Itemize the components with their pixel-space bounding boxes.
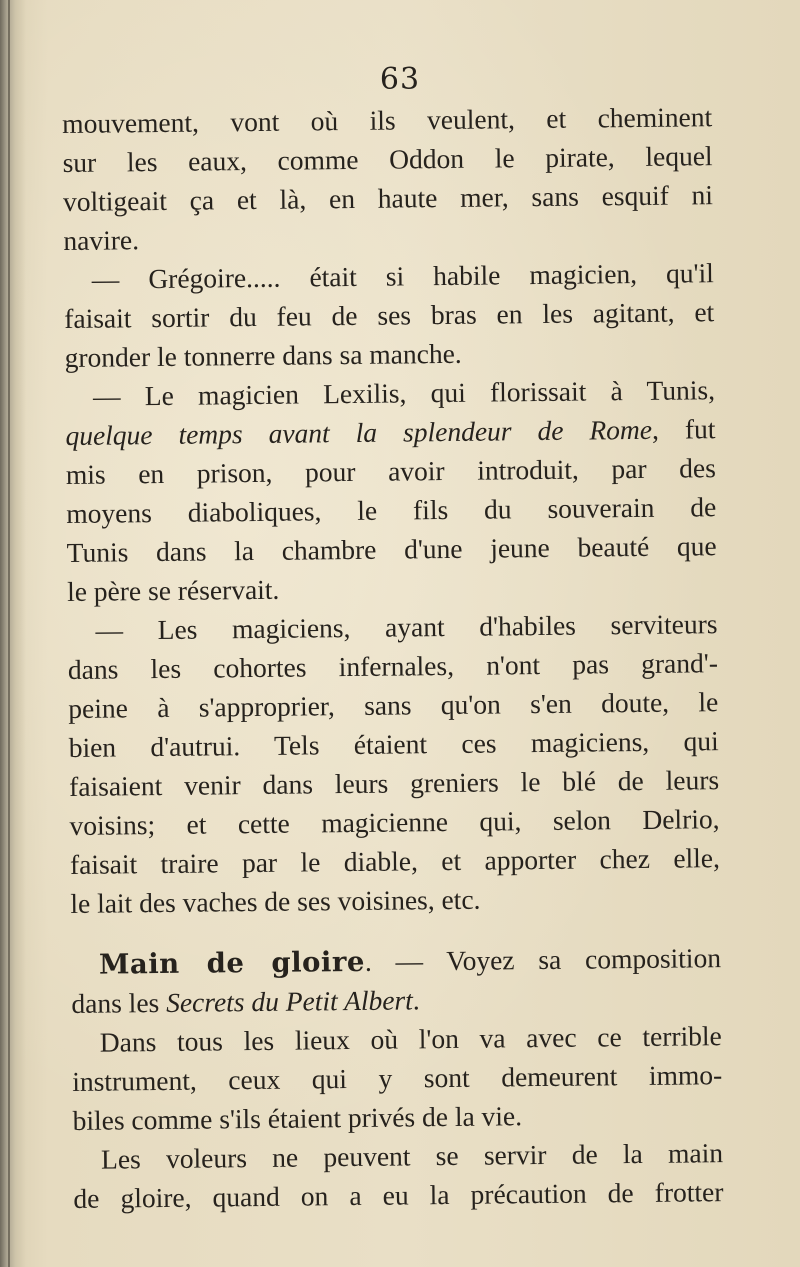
page-binding-edge — [0, 0, 26, 1267]
italic-text: Secrets du Petit Albert — [165, 984, 413, 1018]
binding-shadow-line — [8, 0, 10, 1267]
text-line: gronder le tonnerre dans sa manche. — [64, 337, 462, 373]
italic-text: quelque temps avant la splendeur de Rome — [65, 413, 653, 451]
text-line: biles comme s'ils étaient privés de la vie. — [72, 1100, 523, 1136]
text-line — [71, 977, 721, 1023]
text-line: bien d'autrui. Tels étaient ces magiciens, qui — [68, 725, 719, 763]
text-line: instrument, ceux qui y sont demeurent immo- — [72, 1059, 723, 1097]
text-line: — Le magicien Lexilis, qui florissait à Tunis, — [92, 374, 716, 412]
text-line: dans les cohortes infernales, n'ont pas grand'- — [67, 647, 719, 685]
text-line: faisaient venir dans leurs greniers le blé de leurs — [68, 764, 720, 802]
text-line: voltigeait ça et là, en haute mer, sans esquif ni — [62, 179, 714, 217]
text-line: voisins; et cette magicienne qui, selon Delrio, — [69, 803, 720, 841]
text-line: — Les magiciens, ayant d'habiles serviteurs — [95, 608, 718, 646]
text-run: dans les — [71, 986, 167, 1019]
text-line: le père se réservait. — [66, 573, 280, 607]
text-line: mis en prison, pour avoir introduit, par des — [65, 452, 717, 490]
page-number: 63 — [379, 62, 421, 97]
text-line: de gloire, quand on a eu la précaution de frotter — [73, 1176, 724, 1214]
text-line: moyens diaboliques, le fils du souverain de — [66, 491, 717, 529]
text-run: , fut — [651, 413, 716, 445]
text-line: mouvement, vont où ils veulent, et cheminent — [62, 101, 713, 139]
text-line: Dans tous les lieux où l'on va avec ce terrible — [99, 1020, 722, 1058]
text-line: Tunis dans la chambre d'une jeune beauté que — [66, 530, 717, 568]
text-line: faisait traire par le diable, et apporter chez elle, — [69, 842, 721, 880]
entry-heading: Main de gloire — [98, 945, 366, 981]
text-line: navire. — [63, 224, 140, 256]
body-text — [62, 97, 724, 1218]
text-line: sur les eaux, comme Oddon le pirate, lequel — [62, 140, 713, 178]
text-line: le lait des vaches de ses voisines, etc. — [70, 883, 481, 919]
text-run: . — Voyez sa composition — [364, 942, 722, 977]
text-line: — Grégoire..... était si habile magicien, qu'il — [91, 257, 714, 295]
text-line — [65, 409, 715, 455]
text-line: faisait sortir du feu de ses bras en les agitant, et — [64, 296, 715, 334]
text-line: peine à s'approprier, sans qu'on s'en doute, le — [68, 686, 719, 724]
text-line — [71, 938, 721, 984]
text-run: . — [412, 984, 420, 1016]
text-line: Les voleurs ne peuvent se servir de la main — [100, 1137, 724, 1175]
